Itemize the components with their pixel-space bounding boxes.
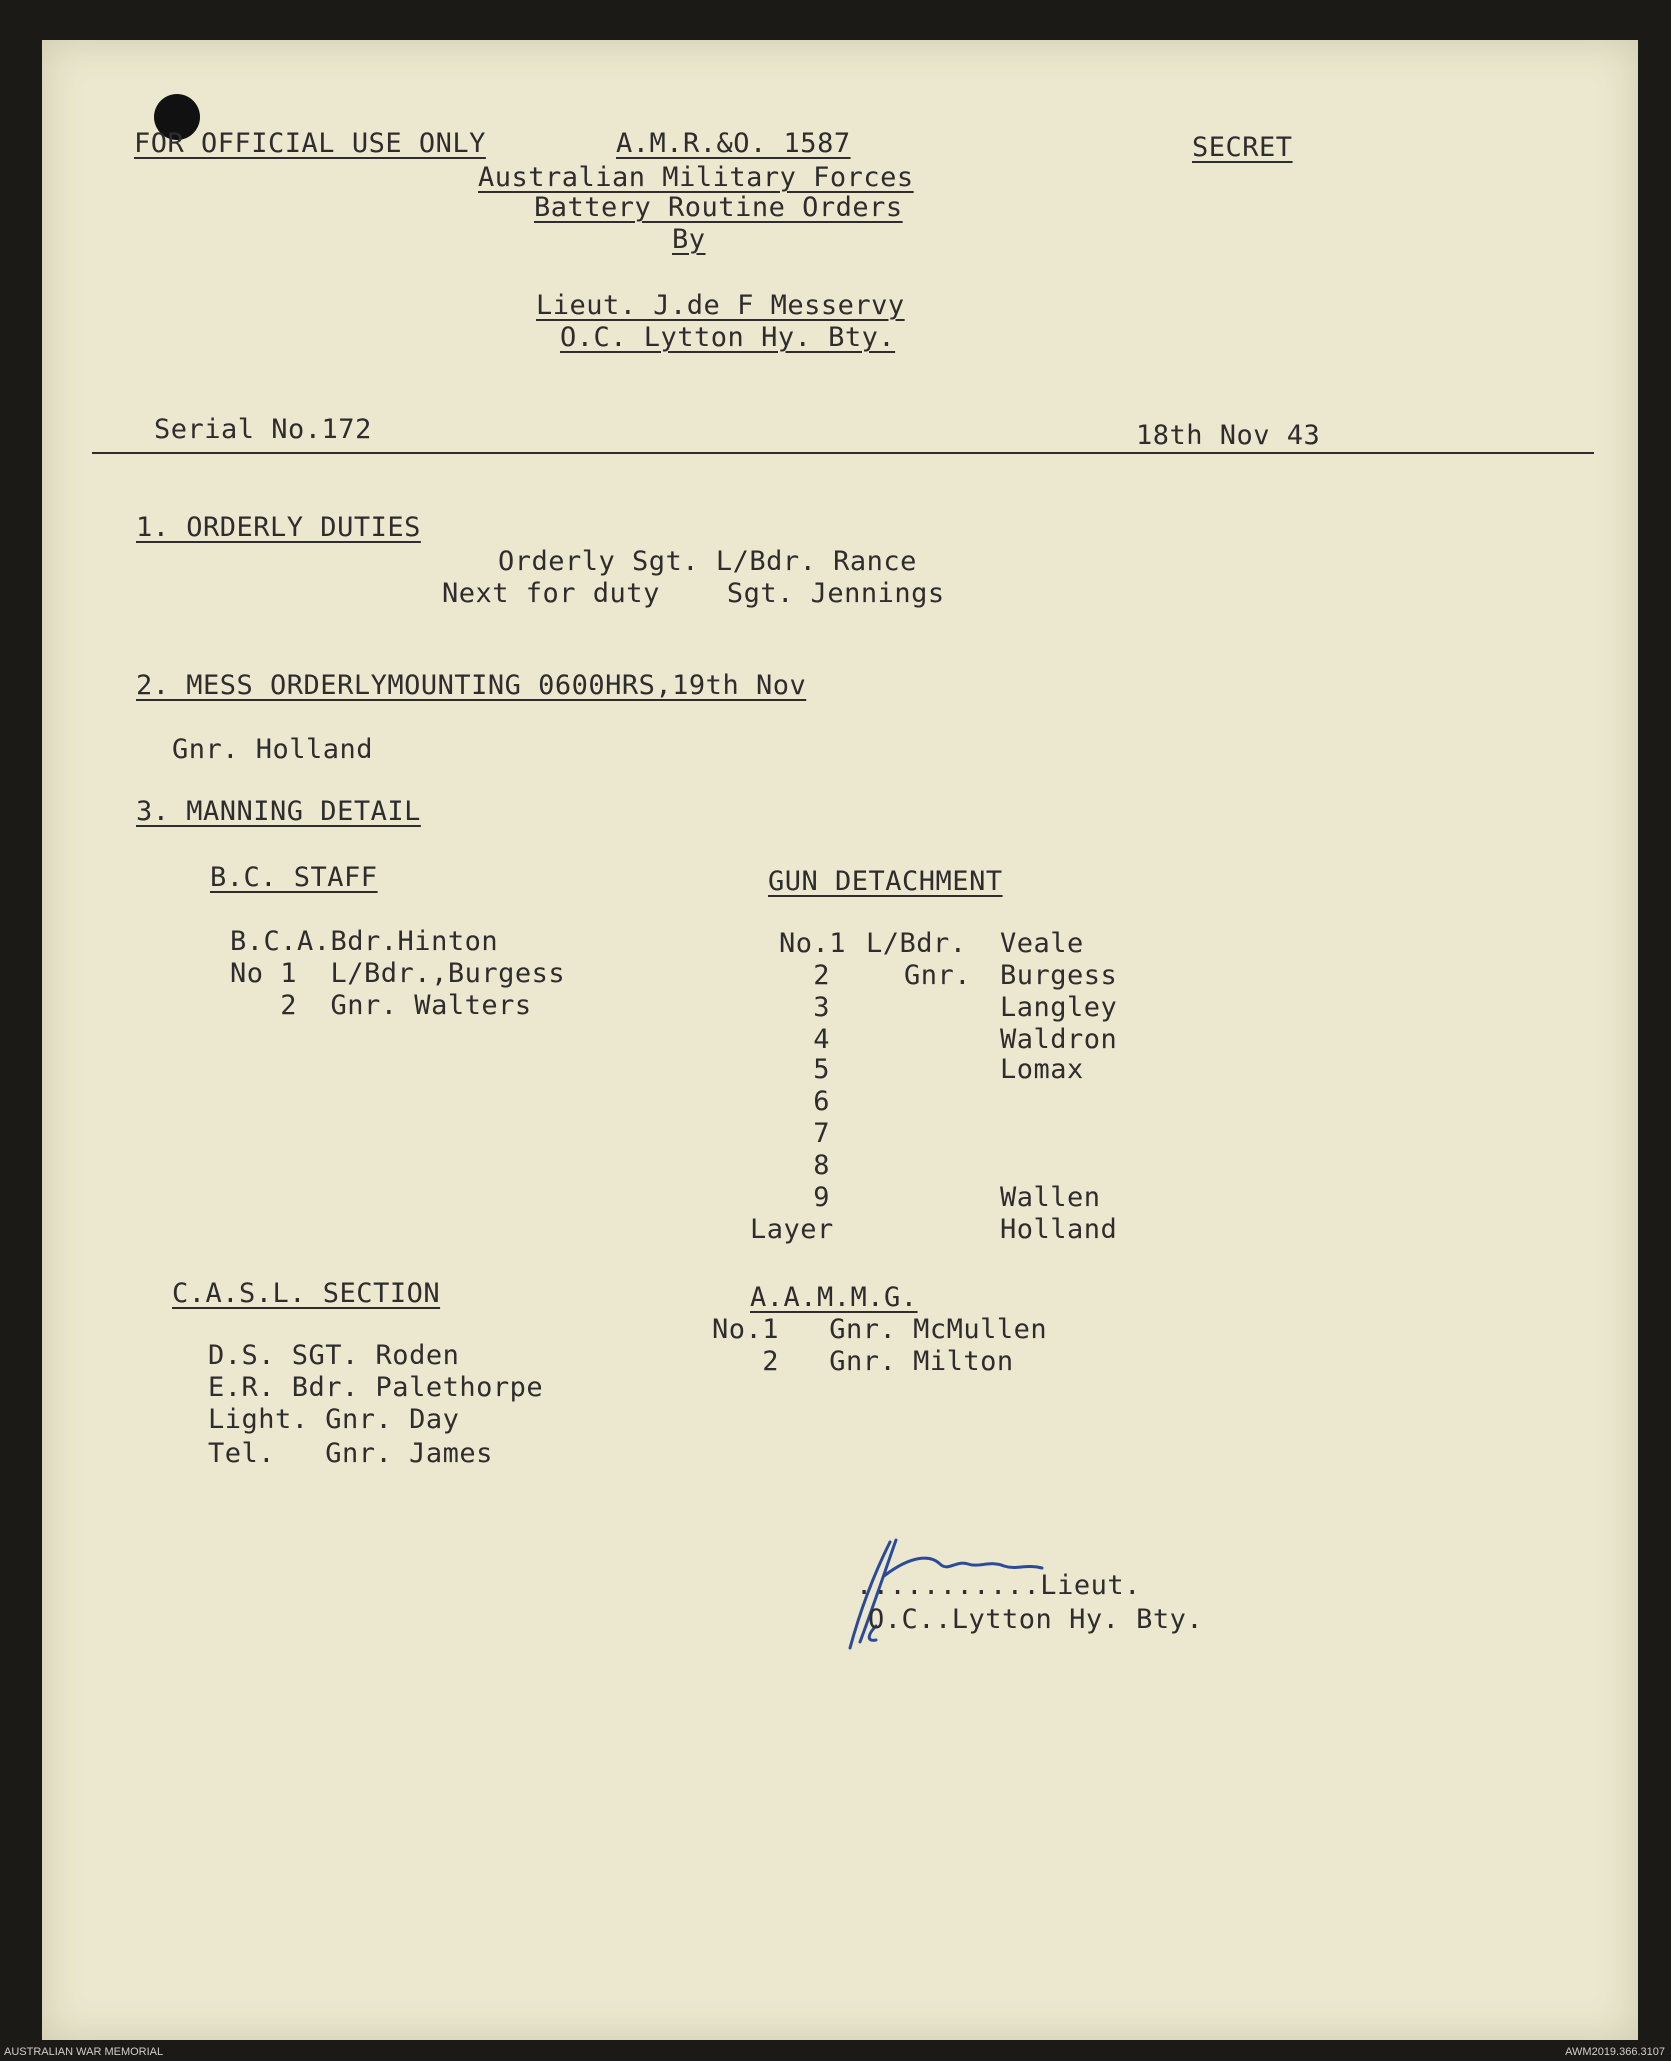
bc-staff-row: 2 Gnr. Walters [230,990,532,1021]
footer-source: AUSTRALIAN WAR MEMORIAL [4,2046,164,2058]
reference-number: A.M.R.&O. 1587 [616,128,851,159]
casl-section-heading: C.A.S.L. SECTION [172,1278,441,1309]
title-line-3: By [672,224,706,255]
manning-detail-heading: 3. MANNING DETAIL [136,796,421,827]
gun-number: No.1 [778,928,846,959]
gun-name: Holland [1000,1214,1118,1245]
gun-detachment-heading: GUN DETACHMENT [768,866,1003,897]
gun-number: 6 [813,1086,830,1117]
signature-line-1: ...........Lieut. [856,1570,1141,1601]
aammg-row: 2 Gnr. Milton [712,1346,1014,1377]
serial-number: Serial No.172 [154,414,372,445]
gun-rank: Gnr. [904,960,972,991]
aammg-heading: A.A.M.M.G. [750,1282,918,1313]
gun-rank: L/Bdr. [866,928,967,959]
gun-number: 5 [813,1054,830,1085]
mess-orderly-name: Gnr. Holland [172,734,374,765]
mess-orderly-heading: 2. MESS ORDERLYMOUNTING 0600HRS,19th Nov [136,670,807,701]
footer-reference: AWM2019.366.3107 [1565,2046,1665,2058]
gun-number: 4 [813,1024,830,1055]
casl-row: D.S. SGT. Roden [208,1340,460,1371]
classification-right: SECRET [1192,132,1293,163]
bc-staff-row: No 1 L/Bdr.,Burgess [230,958,566,989]
casl-row: Light. Gnr. Day [208,1404,460,1435]
gun-name: Langley [1000,992,1118,1023]
header-divider [92,452,1594,454]
orderly-sgt-line: Orderly Sgt. L/Bdr. Rance [498,546,917,577]
officer-line-2: O.C. Lytton Hy. Bty. [560,322,896,353]
bc-staff-heading: B.C. STAFF [210,862,378,893]
gun-number: 2 [813,960,830,991]
gun-name: Lomax [1000,1054,1084,1085]
gun-number: 3 [813,992,830,1023]
gun-name: Veale [1000,928,1084,959]
gun-number: 8 [813,1150,830,1181]
gun-name: Wallen [1000,1182,1101,1213]
gun-name: Waldron [1000,1024,1118,1055]
title-line-2: Battery Routine Orders [534,192,903,223]
gun-number: Layer [750,1214,834,1245]
order-date: 18th Nov 43 [1136,420,1321,451]
gun-name: Burgess [1000,960,1118,991]
gun-number: 7 [813,1118,830,1149]
title-line-1: Australian Military Forces [478,162,914,193]
aammg-row: No.1 Gnr. McMullen [712,1314,1048,1345]
orderly-duties-heading: 1. ORDERLY DUTIES [136,512,421,543]
bc-staff-row: B.C.A.Bdr.Hinton [230,926,499,957]
gun-number: 9 [813,1182,830,1213]
officer-line-1: Lieut. J.de F Messervy [536,290,905,321]
next-for-duty-line: Next for duty Sgt. Jennings [442,578,945,609]
signature-line-2: O.C..Lytton Hy. Bty. [868,1604,1204,1635]
casl-row: E.R. Bdr. Palethorpe [208,1372,544,1403]
classification-left: FOR OFFICIAL USE ONLY [134,128,486,159]
casl-row: Tel. Gnr. James [208,1438,493,1469]
